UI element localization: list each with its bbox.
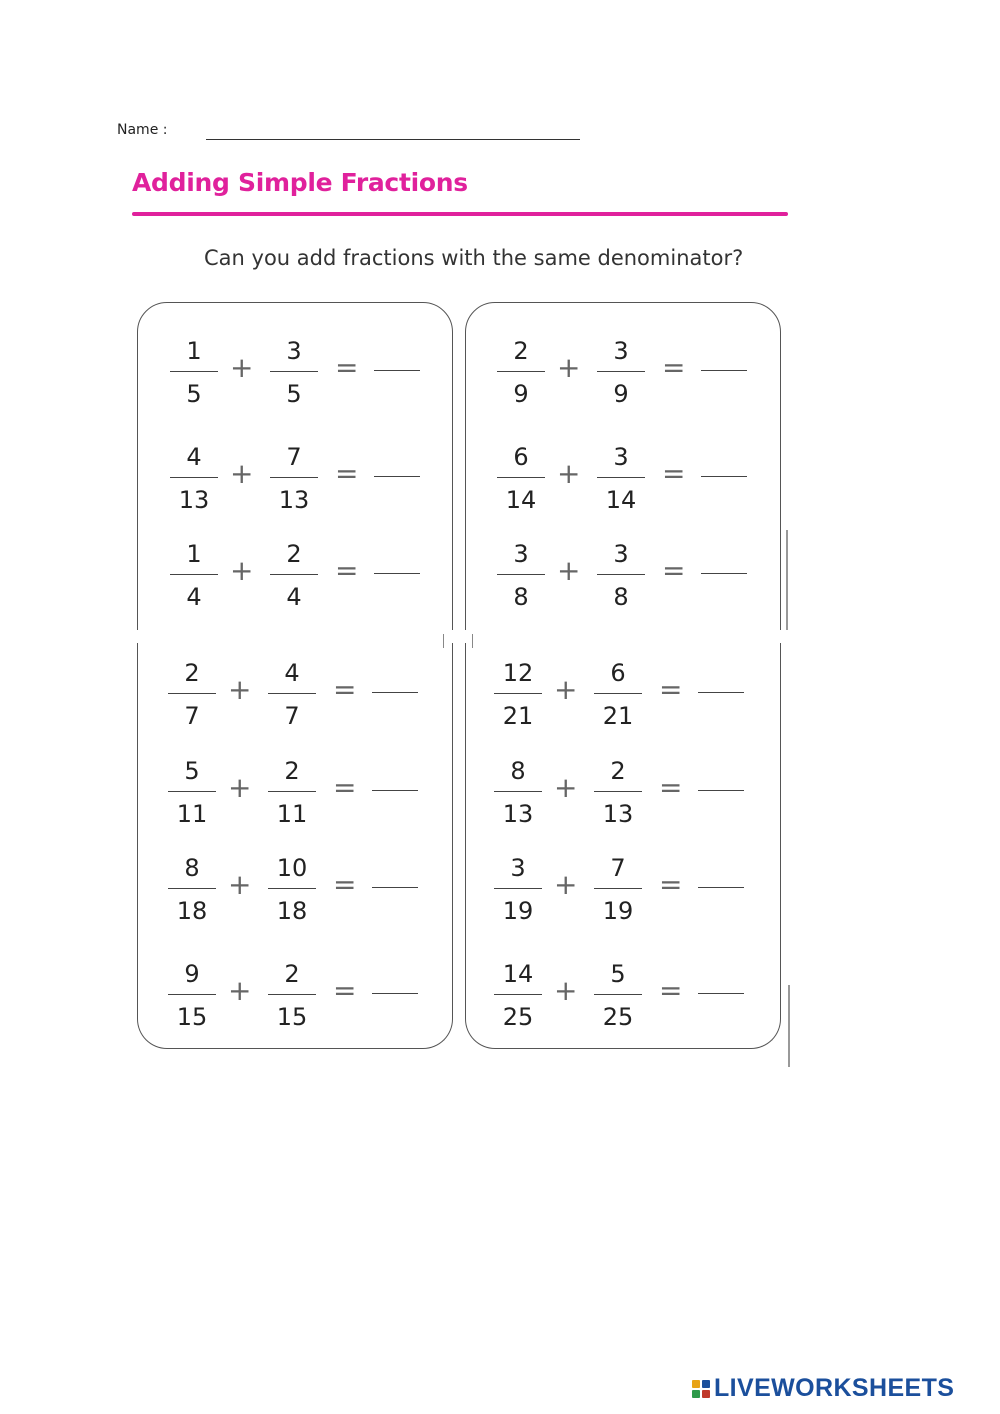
answer-blank[interactable] (372, 887, 418, 888)
fraction-bar (168, 791, 216, 792)
equals-sign: = (333, 771, 357, 804)
denominator: 18 (176, 897, 208, 925)
denominator: 4 (286, 583, 302, 611)
denominator: 11 (276, 800, 308, 828)
numerator: 8 (510, 757, 526, 785)
fraction-addend-2 (594, 957, 642, 1034)
equals-sign: = (335, 554, 359, 587)
equals-sign: = (662, 457, 686, 490)
fraction-addend-1 (494, 957, 542, 1034)
numerator: 2 (184, 659, 200, 687)
answer-blank[interactable] (372, 790, 418, 791)
fraction-addend-2 (594, 754, 642, 831)
fraction-addend-1 (168, 957, 216, 1034)
fraction-addend-2 (268, 656, 316, 733)
plus-sign: + (228, 771, 252, 804)
fraction-bar (494, 791, 542, 792)
numerator: 1 (186, 337, 202, 365)
denominator: 9 (513, 380, 529, 408)
fraction-bar (268, 693, 316, 694)
denominator: 15 (176, 1003, 208, 1031)
numerator: 3 (510, 854, 526, 882)
logo-text: LIVEWORKSHEETS (714, 1374, 955, 1402)
plus-sign: + (554, 673, 578, 706)
denominator: 13 (178, 486, 210, 514)
name-input-line[interactable] (206, 139, 580, 140)
denominator: 25 (602, 1003, 634, 1031)
equals-sign: = (662, 351, 686, 384)
answer-blank[interactable] (374, 370, 420, 371)
denominator: 7 (284, 702, 300, 730)
plus-sign: + (554, 771, 578, 804)
numerator: 6 (610, 659, 626, 687)
plus-sign: + (228, 974, 252, 1007)
numerator: 7 (286, 443, 302, 471)
plus-sign: + (228, 673, 252, 706)
fraction-addend-1 (168, 656, 216, 733)
fraction-bar (168, 888, 216, 889)
numerator: 5 (184, 757, 200, 785)
answer-blank[interactable] (698, 887, 744, 888)
plus-sign: + (557, 554, 581, 587)
denominator: 19 (602, 897, 634, 925)
numerator: 5 (610, 960, 626, 988)
fraction-bar (594, 791, 642, 792)
equals-sign: = (333, 868, 357, 901)
right-edge-line (786, 530, 788, 630)
fraction-bar (597, 477, 645, 478)
denominator: 13 (502, 800, 534, 828)
denominator: 15 (276, 1003, 308, 1031)
fraction-addend-2 (270, 334, 318, 411)
denominator: 8 (513, 583, 529, 611)
fraction-addend-1 (170, 334, 218, 411)
denominator: 9 (613, 380, 629, 408)
numerator: 10 (276, 854, 308, 882)
answer-blank[interactable] (698, 790, 744, 791)
fraction-addend-2 (270, 537, 318, 614)
numerator: 2 (610, 757, 626, 785)
denominator: 4 (186, 583, 202, 611)
answer-blank[interactable] (701, 370, 747, 371)
fraction-bar (494, 888, 542, 889)
denominator: 13 (278, 486, 310, 514)
fraction-addend-1 (168, 851, 216, 928)
numerator: 12 (502, 659, 534, 687)
fraction-addend-2 (268, 851, 316, 928)
fraction-bar (168, 994, 216, 995)
plus-sign: + (230, 457, 254, 490)
numerator: 14 (502, 960, 534, 988)
answer-blank[interactable] (372, 692, 418, 693)
denominator: 21 (502, 702, 534, 730)
logo-mark-icon (692, 1380, 710, 1398)
denominator: 14 (505, 486, 537, 514)
plus-sign: + (554, 868, 578, 901)
equals-sign: = (333, 974, 357, 1007)
denominator: 13 (602, 800, 634, 828)
fraction-addend-1 (170, 440, 218, 517)
fraction-addend-1 (494, 851, 542, 928)
fraction-bar (497, 477, 545, 478)
denominator: 25 (502, 1003, 534, 1031)
equals-sign: = (333, 673, 357, 706)
equals-sign: = (335, 351, 359, 384)
fraction-bar (170, 371, 218, 372)
numerator: 7 (610, 854, 626, 882)
numerator: 3 (613, 540, 629, 568)
fraction-addend-2 (594, 656, 642, 733)
denominator: 5 (186, 380, 202, 408)
fraction-bar (494, 693, 542, 694)
numerator: 4 (284, 659, 300, 687)
numerator: 9 (184, 960, 200, 988)
fraction-addend-1 (494, 656, 542, 733)
fraction-addend-2 (594, 851, 642, 928)
fraction-addend-2 (268, 754, 316, 831)
plus-sign: + (557, 351, 581, 384)
fraction-bar (270, 574, 318, 575)
numerator: 8 (184, 854, 200, 882)
denominator: 8 (613, 583, 629, 611)
numerator: 2 (286, 540, 302, 568)
answer-blank[interactable] (698, 993, 744, 994)
fraction-bar (270, 371, 318, 372)
numerator: 6 (513, 443, 529, 471)
equals-sign: = (659, 974, 683, 1007)
fraction-bar (497, 371, 545, 372)
equals-sign: = (659, 868, 683, 901)
fraction-addend-2 (597, 334, 645, 411)
denominator: 18 (276, 897, 308, 925)
fraction-bar (497, 574, 545, 575)
fraction-bar (594, 888, 642, 889)
numerator: 3 (513, 540, 529, 568)
numerator: 2 (513, 337, 529, 365)
numerator: 1 (186, 540, 202, 568)
fraction-bar (597, 371, 645, 372)
equals-sign: = (659, 673, 683, 706)
numerator: 4 (186, 443, 202, 471)
numerator: 2 (284, 757, 300, 785)
answer-blank[interactable] (701, 476, 747, 477)
fraction-addend-2 (268, 957, 316, 1034)
equals-sign: = (335, 457, 359, 490)
fraction-bar (170, 574, 218, 575)
worksheet-title: Adding Simple Fractions (132, 168, 468, 197)
fraction-addend-1 (170, 537, 218, 614)
denominator: 19 (502, 897, 534, 925)
fraction-addend-1 (497, 334, 545, 411)
fraction-bar (168, 693, 216, 694)
numerator: 3 (286, 337, 302, 365)
answer-blank[interactable] (374, 476, 420, 477)
fraction-bar (594, 693, 642, 694)
fraction-addend-1 (497, 440, 545, 517)
fraction-bar (268, 888, 316, 889)
denominator: 11 (176, 800, 208, 828)
plus-sign: + (230, 351, 254, 384)
fraction-addend-2 (270, 440, 318, 517)
instructions: Can you add fractions with the same denominator? (204, 246, 744, 270)
fraction-bar (597, 574, 645, 575)
numerator: 3 (613, 337, 629, 365)
answer-blank[interactable] (372, 993, 418, 994)
title-underline (132, 212, 788, 216)
plus-sign: + (228, 868, 252, 901)
fraction-bar (268, 791, 316, 792)
fraction-addend-2 (597, 440, 645, 517)
fraction-addend-1 (168, 754, 216, 831)
fraction-addend-1 (497, 537, 545, 614)
panel-join-tick (443, 634, 473, 648)
denominator: 5 (286, 380, 302, 408)
fraction-addend-1 (494, 754, 542, 831)
fraction-bar (594, 994, 642, 995)
denominator: 7 (184, 702, 200, 730)
equals-sign: = (659, 771, 683, 804)
plus-sign: + (557, 457, 581, 490)
right-edge-line (788, 985, 790, 1067)
numerator: 3 (613, 443, 629, 471)
numerator: 2 (284, 960, 300, 988)
answer-blank[interactable] (698, 692, 744, 693)
fraction-addend-2 (597, 537, 645, 614)
equals-sign: = (662, 554, 686, 587)
fraction-bar (494, 994, 542, 995)
fraction-bar (170, 477, 218, 478)
fraction-bar (270, 477, 318, 478)
answer-blank[interactable] (701, 573, 747, 574)
denominator: 21 (602, 702, 634, 730)
answer-blank[interactable] (374, 573, 420, 574)
plus-sign: + (554, 974, 578, 1007)
name-label: Name : (117, 122, 168, 138)
plus-sign: + (230, 554, 254, 587)
denominator: 14 (605, 486, 637, 514)
fraction-bar (268, 994, 316, 995)
